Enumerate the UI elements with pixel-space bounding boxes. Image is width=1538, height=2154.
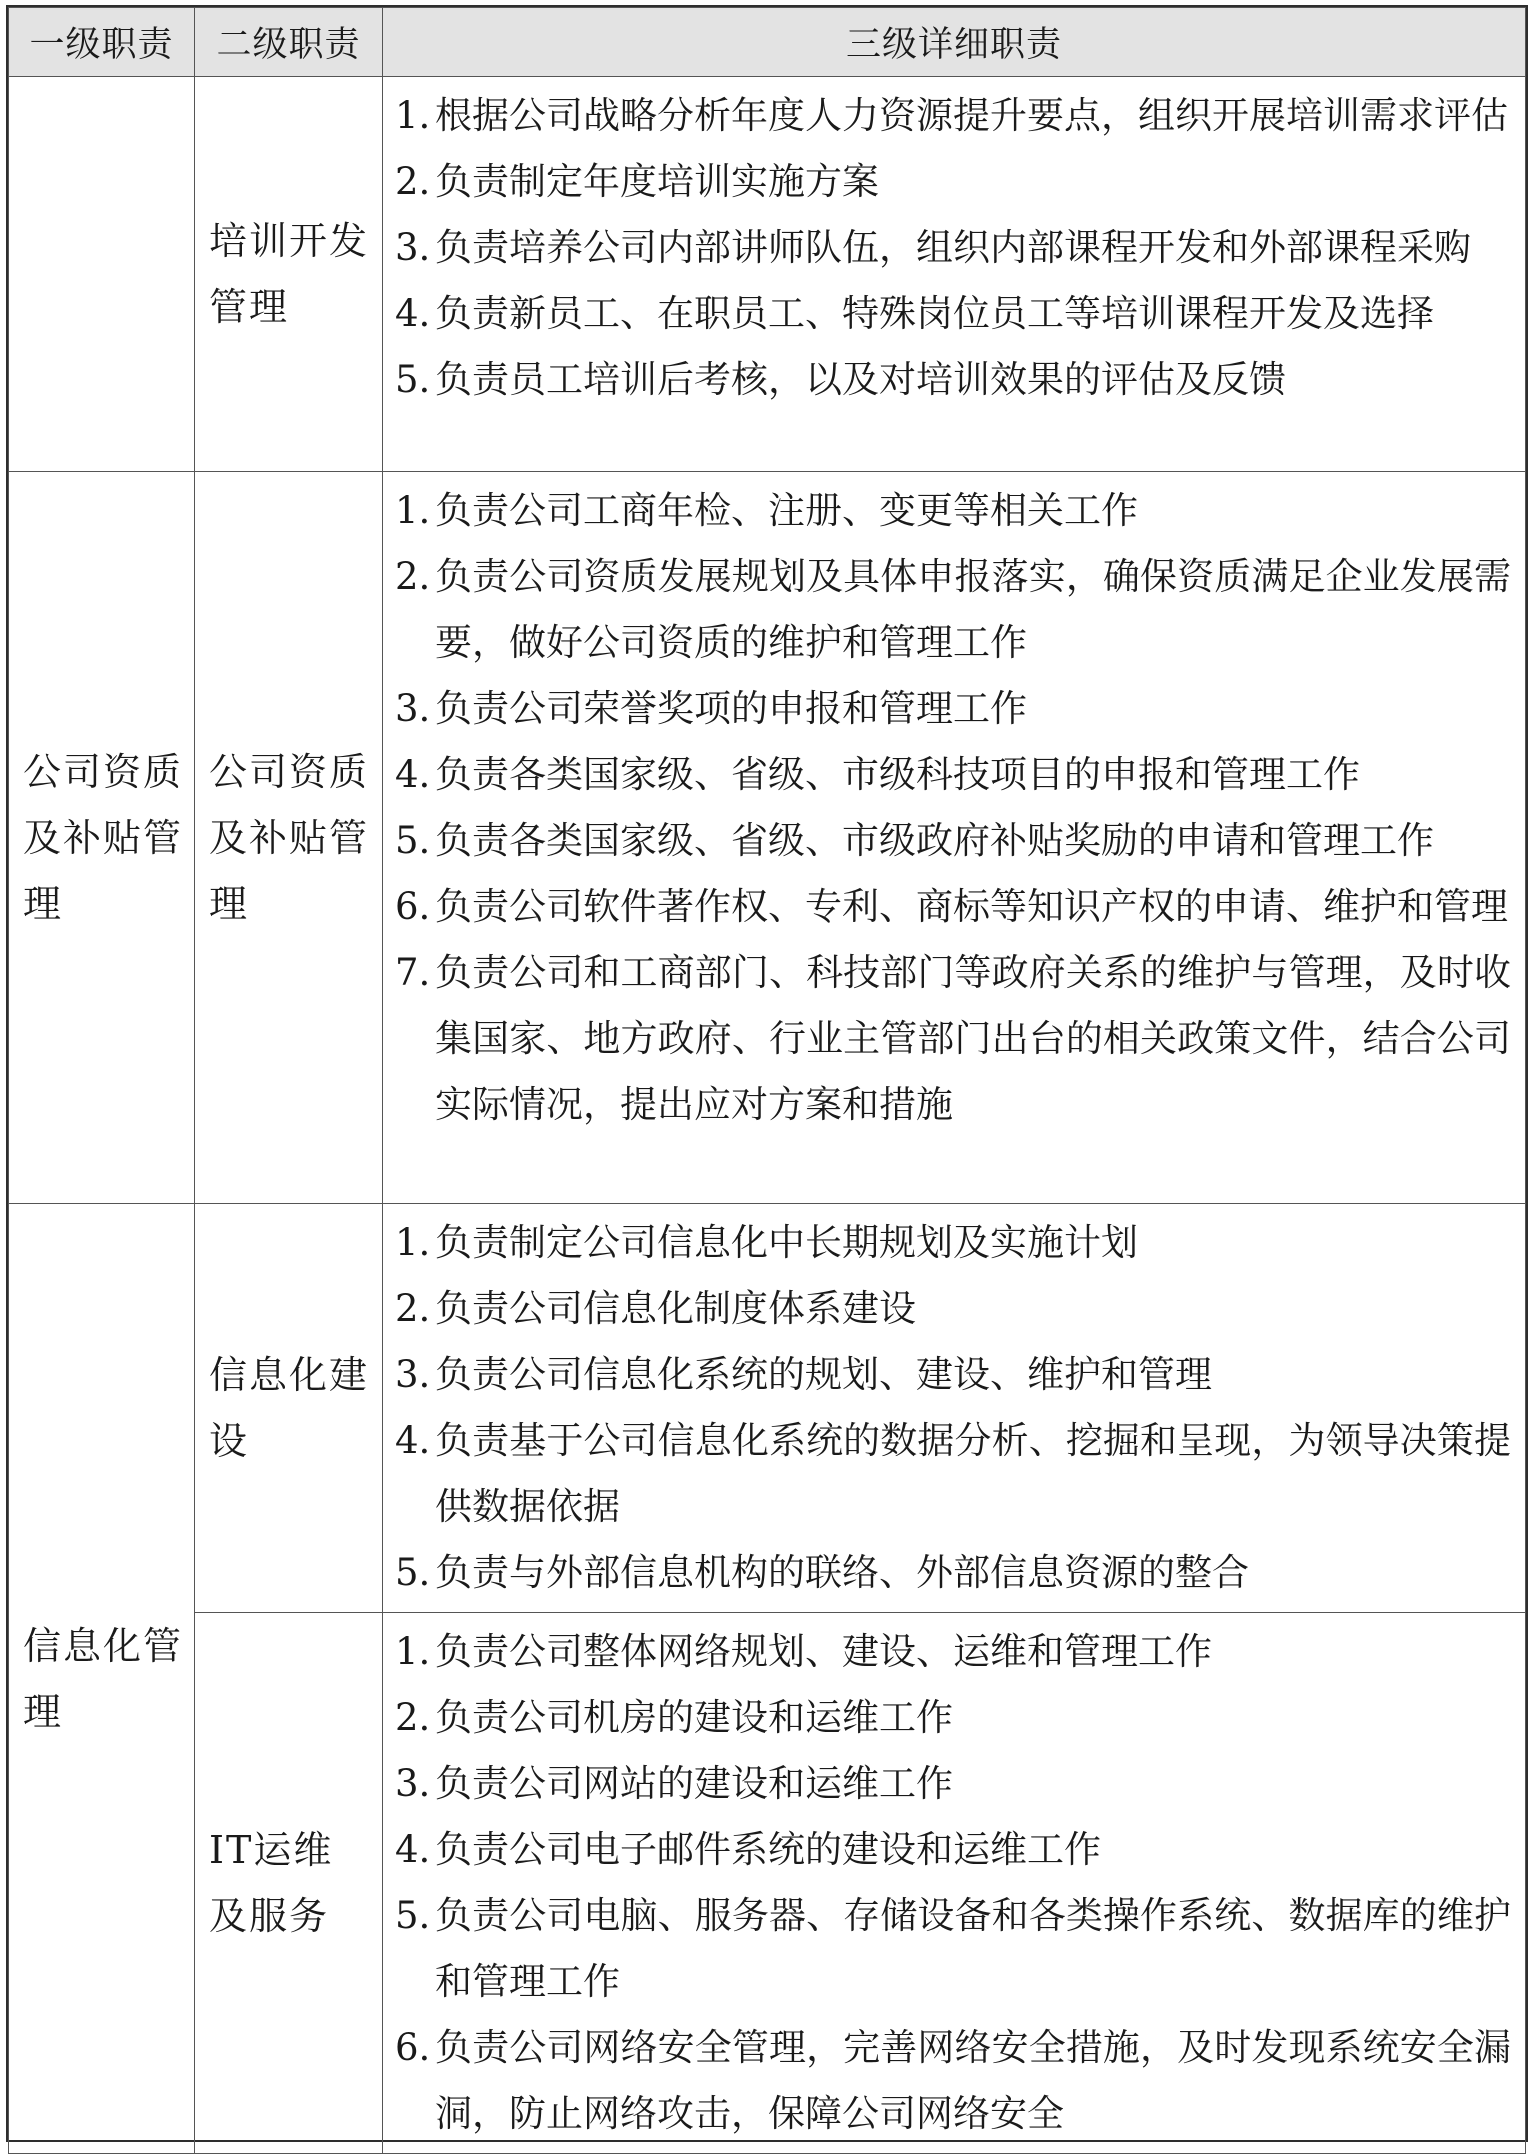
- list-item: [395, 1276, 1511, 1342]
- list-item: [395, 742, 1511, 808]
- item-number: 4.: [395, 1419, 431, 1462]
- list-item: [395, 874, 1511, 940]
- item-number: 3.: [395, 1762, 431, 1805]
- list-item: [395, 1342, 1511, 1408]
- item-number: 1.: [395, 1630, 431, 1673]
- header-row: [9, 8, 1526, 77]
- item-text: 负责公司电脑、服务器、存储设备和各类操作系统、数据库的维护和管理工作: [435, 1894, 1511, 2003]
- item-text: 负责制定年度培训实施方案: [435, 160, 879, 203]
- item-number: 1.: [395, 1221, 431, 1264]
- item-number: 3.: [395, 226, 431, 269]
- item-text: 负责公司软件著作权、专利、商标等知识产权的申请、维护和管理: [435, 885, 1508, 928]
- item-text: 负责各类国家级、省级、市级科技项目的申报和管理工作: [435, 753, 1360, 796]
- item-number: 5.: [395, 1551, 431, 1594]
- level1-cell: [9, 77, 195, 472]
- list-item: [395, 808, 1511, 874]
- item-number: 5.: [395, 358, 431, 401]
- header-level2: 二级职责: [195, 8, 383, 77]
- level2-cell: 培训开发管理: [195, 77, 383, 472]
- list-item: [395, 1408, 1511, 1540]
- level1-cell: 公司资质及补贴管理: [9, 472, 195, 1204]
- item-number: 6.: [395, 2026, 431, 2069]
- item-text: 负责公司信息化制度体系建设: [435, 1287, 916, 1330]
- level2-cell: IT运维及服务: [195, 1613, 383, 2154]
- detail-cell: [383, 472, 1526, 1204]
- list-item: [395, 544, 1511, 676]
- item-text: 负责培养公司内部讲师队伍，组织内部课程开发和外部课程采购: [435, 226, 1471, 269]
- detail-cell: [383, 77, 1526, 472]
- item-text: 负责公司机房的建设和运维工作: [435, 1696, 953, 1739]
- item-number: 3.: [395, 1353, 431, 1396]
- list-item: [395, 478, 1511, 544]
- item-number: 1.: [395, 94, 431, 137]
- table-row: [9, 472, 1526, 1204]
- list-item: [395, 1685, 1511, 1751]
- list-item: [395, 1540, 1511, 1606]
- item-text: 负责公司电子邮件系统的建设和运维工作: [435, 1828, 1101, 1871]
- list-item: [395, 347, 1511, 413]
- item-text: 负责基于公司信息化系统的数据分析、挖掘和呈现，为领导决策提供数据依据: [435, 1419, 1511, 1528]
- list-item: [395, 676, 1511, 742]
- item-text: 根据公司战略分析年度人力资源提升要点，组织开展培训需求评估: [435, 94, 1508, 137]
- item-text: 负责员工培训后考核，以及对培训效果的评估及反馈: [435, 358, 1286, 401]
- detail-cell: [383, 1204, 1526, 1613]
- item-number: 4.: [395, 292, 431, 335]
- item-text: 负责新员工、在职员工、特殊岗位员工等培训课程开发及选择: [435, 292, 1434, 335]
- list-item: [395, 83, 1511, 149]
- item-number: 5.: [395, 819, 431, 862]
- list-item: [395, 281, 1511, 347]
- list-item: [395, 149, 1511, 215]
- responsibility-table: [8, 7, 1526, 2154]
- level2-cell: 公司资质及补贴管理: [195, 472, 383, 1204]
- header-level1: 一级职责: [9, 8, 195, 77]
- item-number: 6.: [395, 885, 431, 928]
- item-text: 负责各类国家级、省级、市级政府补贴奖励的申请和管理工作: [435, 819, 1434, 862]
- table-row: [9, 1204, 1526, 1613]
- table-row: [9, 77, 1526, 472]
- list-item: [395, 215, 1511, 281]
- list-item: [395, 1619, 1511, 1685]
- item-number: 3.: [395, 687, 431, 730]
- table-row: [9, 1613, 1526, 2154]
- item-number: 4.: [395, 1828, 431, 1871]
- list-item: [395, 1817, 1511, 1883]
- list-item: [395, 2015, 1511, 2147]
- item-text: 负责公司和工商部门、科技部门等政府关系的维护与管理，及时收集国家、地方政府、行业主管部门出台的相关政策文件，结合公司实际情况，提出应对方案和措施: [435, 951, 1511, 1126]
- list-item: [395, 1883, 1511, 2015]
- list-item: [395, 1751, 1511, 1817]
- item-text: 负责公司工商年检、注册、变更等相关工作: [435, 489, 1138, 532]
- item-text: 负责与外部信息机构的联络、外部信息资源的整合: [435, 1551, 1249, 1594]
- level1-cell: 信息化管理: [9, 1204, 195, 2154]
- item-number: 4.: [395, 753, 431, 796]
- item-text: 负责公司信息化系统的规划、建设、维护和管理: [435, 1353, 1212, 1396]
- item-number: 1.: [395, 489, 431, 532]
- responsibility-table-container: [6, 5, 1528, 2142]
- header-level3: 三级详细职责: [383, 8, 1526, 77]
- item-text: 负责公司荣誉奖项的申报和管理工作: [435, 687, 1027, 730]
- item-number: 2.: [395, 1696, 431, 1739]
- list-item: [395, 1210, 1511, 1276]
- item-number: 7.: [395, 951, 431, 994]
- detail-cell: [383, 1613, 1526, 2154]
- item-number: 2.: [395, 160, 431, 203]
- list-item: [395, 940, 1511, 1138]
- item-number: 2.: [395, 1287, 431, 1330]
- item-text: 负责公司整体网络规划、建设、运维和管理工作: [435, 1630, 1212, 1673]
- item-number: 2.: [395, 555, 431, 598]
- item-number: 5.: [395, 1894, 431, 1937]
- item-text: 负责公司网络安全管理，完善网络安全措施，及时发现系统安全漏洞，防止网络攻击，保障公司网络安全: [435, 2026, 1511, 2135]
- item-text: 负责制定公司信息化中长期规划及实施计划: [435, 1221, 1138, 1264]
- item-text: 负责公司资质发展规划及具体申报落实，确保资质满足企业发展需要，做好公司资质的维护和管理工作: [435, 555, 1511, 664]
- level2-cell: 信息化建设: [195, 1204, 383, 1613]
- item-text: 负责公司网站的建设和运维工作: [435, 1762, 953, 1805]
